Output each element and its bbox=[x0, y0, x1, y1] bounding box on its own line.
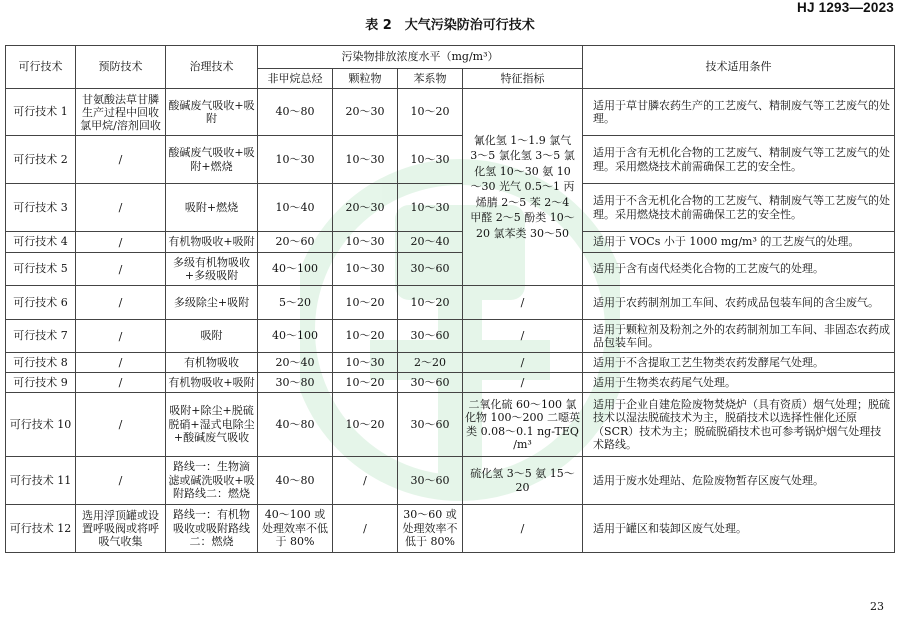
cell-particulate: 10～30 bbox=[333, 136, 398, 184]
feasible-technology-table bbox=[5, 45, 895, 553]
cell-nmhc: 40～100 bbox=[258, 253, 333, 286]
table-row bbox=[6, 505, 895, 553]
cell-tech: 可行技术 11 bbox=[6, 457, 76, 505]
cell-treatment: 多级有机物吸收+多级吸附 bbox=[166, 253, 258, 286]
cell-particulate: / bbox=[333, 457, 398, 505]
cell-benzene: 10～20 bbox=[398, 89, 463, 136]
cell-characteristic: 硫化氢 3～5 氨 15～20 bbox=[463, 457, 583, 505]
cell-treatment: 吸附 bbox=[166, 320, 258, 353]
cell-particulate: 10～20 bbox=[333, 320, 398, 353]
cell-prevention: / bbox=[76, 184, 166, 232]
cell-prevention: / bbox=[76, 373, 166, 393]
cell-characteristic: / bbox=[463, 373, 583, 393]
cell-nmhc: 40～80 bbox=[258, 393, 333, 457]
cell-conditions: 适用于颗粒剂及粉剂之外的农药制剂加工车间、非固态农药成品包装车间。 bbox=[583, 320, 895, 353]
cell-particulate: 20～30 bbox=[333, 184, 398, 232]
header-conditions: 技术适用条件 bbox=[583, 46, 895, 89]
cell-prevention: / bbox=[76, 232, 166, 253]
cell-tech: 可行技术 6 bbox=[6, 286, 76, 320]
table-row bbox=[6, 286, 895, 320]
cell-tech: 可行技术 12 bbox=[6, 505, 76, 553]
header-row-1 bbox=[6, 46, 895, 69]
cell-characteristic: / bbox=[463, 286, 583, 320]
cell-prevention: / bbox=[76, 320, 166, 353]
cell-conditions: 适用于废水处理站、危险废物暂存区废气处理。 bbox=[583, 457, 895, 505]
cell-nmhc: 40～100 或处理效率不低于 80% bbox=[258, 505, 333, 553]
cell-conditions: 适用于不含提取工艺生物类农药发酵尾气处理。 bbox=[583, 353, 895, 373]
cell-conditions: 适用于罐区和装卸区废气处理。 bbox=[583, 505, 895, 553]
cell-characteristic: / bbox=[463, 505, 583, 553]
cell-benzene: 2～20 bbox=[398, 353, 463, 373]
table-row bbox=[6, 393, 895, 457]
cell-prevention: / bbox=[76, 253, 166, 286]
cell-particulate: 10～30 bbox=[333, 253, 398, 286]
cell-tech: 可行技术 5 bbox=[6, 253, 76, 286]
cell-nmhc: 10～30 bbox=[258, 136, 333, 184]
header-treatment-tech: 治理技术 bbox=[166, 46, 258, 89]
cell-conditions: 适用于 VOCs 小于 1000 mg/m³ 的工艺废气的处理。 bbox=[583, 232, 895, 253]
table-row bbox=[6, 253, 895, 286]
cell-benzene: 30～60 或处理效率不低于 80% bbox=[398, 505, 463, 553]
cell-prevention: / bbox=[76, 457, 166, 505]
cell-nmhc: 10～40 bbox=[258, 184, 333, 232]
cell-nmhc: 30～80 bbox=[258, 373, 333, 393]
cell-particulate: / bbox=[333, 505, 398, 553]
page-number: 23 bbox=[870, 600, 884, 613]
standard-code: HJ 1293—2023 bbox=[797, 0, 894, 15]
cell-conditions: 适用于农药制剂加工车间、农药成品包装车间的含尘废气。 bbox=[583, 286, 895, 320]
cell-benzene: 30～60 bbox=[398, 373, 463, 393]
cell-conditions: 适用于不含无机化合物的工艺废气、精制废气等工艺废气的处理。采用燃烧技术前需确保工艺的安全性。 bbox=[583, 184, 895, 232]
table-row bbox=[6, 89, 895, 136]
cell-nmhc: 40～80 bbox=[258, 457, 333, 505]
cell-prevention: / bbox=[76, 286, 166, 320]
cell-tech: 可行技术 2 bbox=[6, 136, 76, 184]
cell-characteristic: / bbox=[463, 353, 583, 373]
cell-particulate: 10～30 bbox=[333, 353, 398, 373]
cell-prevention: 甘氨酸法草甘膦生产过程中回收氯甲烷/溶剂回收 bbox=[76, 89, 166, 136]
header-nmhc: 非甲烷总烃 bbox=[258, 69, 333, 89]
cell-conditions: 适用于企业自建危险废物焚烧炉（具有资质）烟气处理；脱硫技术以湿法脱硫技术为主，脱硝技术以选择性催化还原（SCR）技术为主；脱硫脱硝技术也可参考锅炉烟气处理技术路线。 bbox=[583, 393, 895, 457]
cell-prevention: 选用浮顶罐或设置呼吸阀或将呼吸气收集 bbox=[76, 505, 166, 553]
cell-treatment: 有机物吸收+吸附 bbox=[166, 232, 258, 253]
cell-particulate: 10～20 bbox=[333, 373, 398, 393]
cell-conditions: 适用于生物类农药尾气处理。 bbox=[583, 373, 895, 393]
header-emission-group: 污染物排放浓度水平（mg/m³） bbox=[258, 46, 583, 69]
cell-particulate: 20～30 bbox=[333, 89, 398, 136]
cell-conditions: 适用于含有无机化合物的工艺废气、精制废气等工艺废气的处理。采用燃烧技术前需确保工艺的安全性。 bbox=[583, 136, 895, 184]
table-row bbox=[6, 353, 895, 373]
cell-benzene: 30～60 bbox=[398, 320, 463, 353]
cell-treatment: 多级除尘+吸附 bbox=[166, 286, 258, 320]
table-row bbox=[6, 457, 895, 505]
cell-nmhc: 40～80 bbox=[258, 89, 333, 136]
table-row bbox=[6, 373, 895, 393]
cell-treatment: 路线一：有机物吸收或吸附路线二：燃烧 bbox=[166, 505, 258, 553]
cell-treatment: 有机物吸收 bbox=[166, 353, 258, 373]
table-title: 表 2 大气污染防治可行技术 bbox=[365, 18, 535, 33]
cell-benzene: 30～60 bbox=[398, 393, 463, 457]
header-benzene: 苯系物 bbox=[398, 69, 463, 89]
cell-tech: 可行技术 8 bbox=[6, 353, 76, 373]
header-particulate: 颗粒物 bbox=[333, 69, 398, 89]
cell-treatment: 吸附+燃烧 bbox=[166, 184, 258, 232]
cell-treatment: 路线一：生物滴滤或碱洗吸收+吸附路线二：燃烧 bbox=[166, 457, 258, 505]
cell-treatment: 吸附+除尘+脱硫脱硝+湿式电除尘+酸碱废气吸收 bbox=[166, 393, 258, 457]
cell-nmhc: 20～60 bbox=[258, 232, 333, 253]
table-row bbox=[6, 136, 895, 184]
cell-benzene: 30～60 bbox=[398, 253, 463, 286]
cell-tech: 可行技术 3 bbox=[6, 184, 76, 232]
cell-conditions: 适用于草甘膦农药生产的工艺废气、精制废气等工艺废气的处理。 bbox=[583, 89, 895, 136]
cell-nmhc: 5～20 bbox=[258, 286, 333, 320]
header-characteristic: 特征指标 bbox=[463, 69, 583, 89]
cell-particulate: 10～20 bbox=[333, 393, 398, 457]
cell-benzene: 10～30 bbox=[398, 184, 463, 232]
cell-prevention: / bbox=[76, 353, 166, 373]
cell-prevention: / bbox=[76, 136, 166, 184]
cell-particulate: 10～30 bbox=[333, 232, 398, 253]
cell-benzene: 10～20 bbox=[398, 286, 463, 320]
cell-tech: 可行技术 9 bbox=[6, 373, 76, 393]
cell-particulate: 10～20 bbox=[333, 286, 398, 320]
cell-conditions: 适用于含有卤代烃类化合物的工艺废气的处理。 bbox=[583, 253, 895, 286]
cell-characteristic: / bbox=[463, 320, 583, 353]
cell-benzene: 10～30 bbox=[398, 136, 463, 184]
table-row bbox=[6, 320, 895, 353]
cell-prevention: / bbox=[76, 393, 166, 457]
header-feasible-tech: 可行技术 bbox=[6, 46, 76, 89]
cell-benzene: 30～60 bbox=[398, 457, 463, 505]
cell-treatment: 有机物吸收+吸附 bbox=[166, 373, 258, 393]
cell-characteristic-merged: 氰化氢 1～1.9 氯气 3～5 氯化氢 3～5 氯化氢 10～30 氨 10～30 光气 0.5～1 丙烯腈 2～5 苯 2～4 甲醛 2～5 酚类 10～20 氯苯类 30～50 bbox=[463, 89, 583, 286]
cell-tech: 可行技术 10 bbox=[6, 393, 76, 457]
cell-treatment: 酸碱废气吸收+吸附+燃烧 bbox=[166, 136, 258, 184]
cell-benzene: 20～40 bbox=[398, 232, 463, 253]
table-row bbox=[6, 232, 895, 253]
table-row bbox=[6, 184, 895, 232]
cell-nmhc: 20～40 bbox=[258, 353, 333, 373]
cell-nmhc: 40～100 bbox=[258, 320, 333, 353]
header-prevention-tech: 预防技术 bbox=[76, 46, 166, 89]
cell-characteristic: 二氧化硫 60～100 氯化物 100～200 二噁英类 0.08～0.1 ng-TEQ /m³ bbox=[463, 393, 583, 457]
cell-tech: 可行技术 1 bbox=[6, 89, 76, 136]
cell-treatment: 酸碱废气吸收+吸附 bbox=[166, 89, 258, 136]
cell-tech: 可行技术 4 bbox=[6, 232, 76, 253]
cell-tech: 可行技术 7 bbox=[6, 320, 76, 353]
